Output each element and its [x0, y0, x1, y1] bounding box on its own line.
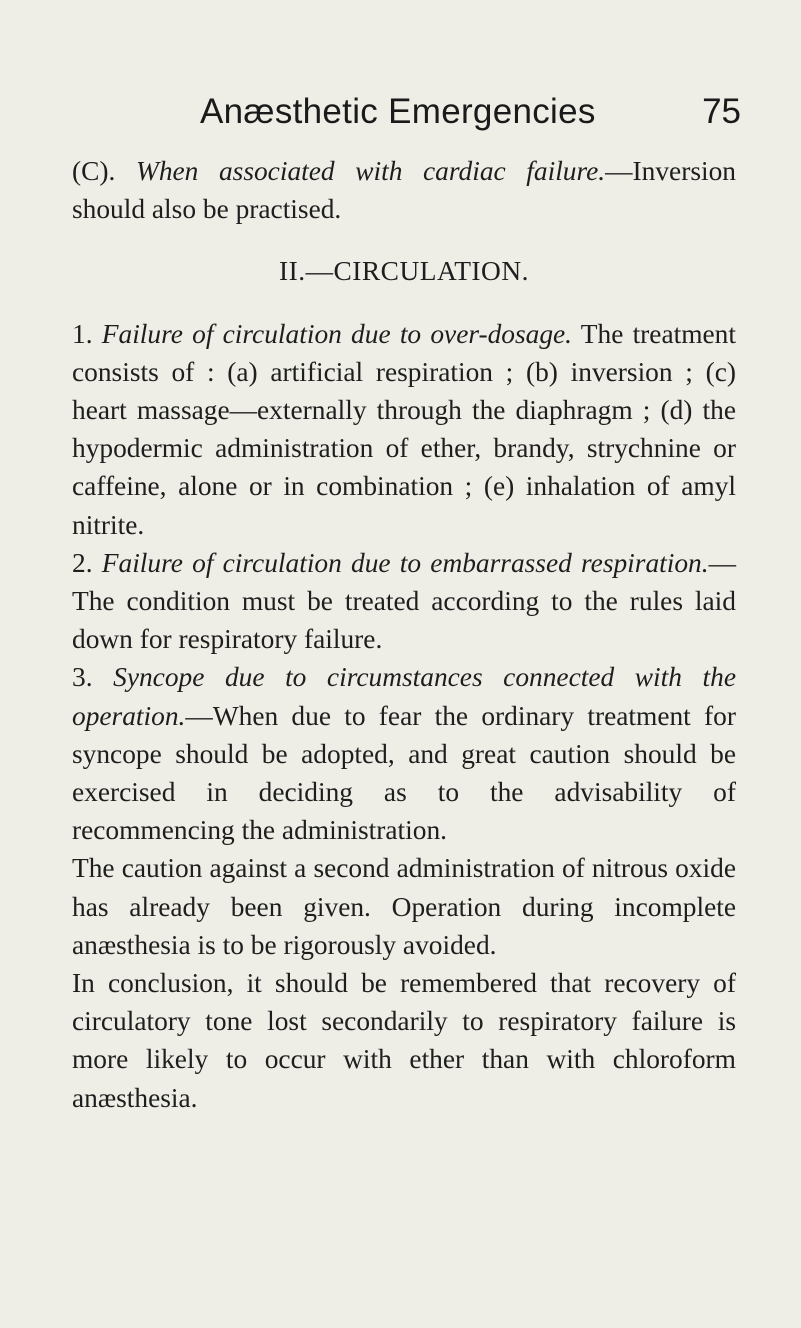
c-text: —Inversion should also be practised.	[72, 156, 736, 225]
item3-heading: Syncope due to circumstances connected with the operation.	[72, 662, 736, 731]
item3-number: 3.	[72, 662, 93, 693]
c-heading: When associated with cardiac failure.	[136, 156, 606, 186]
item1-number: 1.	[72, 318, 93, 349]
item2-number: 2.	[72, 547, 93, 578]
item2-text: —The condition must be treated according to the rules laid down for respiratory failure.	[72, 547, 736, 655]
paragraph-item-1	[72, 315, 736, 544]
item1-text: The treatment consists of : (a) artificial respiration ; (b) inversion ; (c) heart massage—externally through the diaphragm ; (d) the hypodermic administration of ether, brandy, strychnine or caffeine, alone or in combination ; (e) inhalation of amyl nitrite.	[72, 318, 736, 540]
item3-text: —When due to fear the ordinary treatment for syncope should be adopted, and great caution should be exercised in deciding as to the advisability of recommencing the administration.	[72, 700, 736, 846]
page-number: 75	[702, 92, 741, 131]
page-header	[0, 92, 801, 142]
paragraph-c	[72, 152, 736, 228]
body-text	[72, 152, 736, 1117]
paragraph-caution: The caution against a second administration of nitrous oxide has already been given. Operation during incomplete anæsthesia is to be rigorously avoided.	[72, 853, 736, 960]
paragraph-item-2	[72, 544, 736, 659]
paragraph-item-3	[72, 658, 736, 849]
item2-heading: Failure of circulation due to embarrassed respiration.	[101, 547, 709, 578]
running-head: Anæsthetic Emergencies	[200, 92, 596, 131]
paragraph-conclusion: In conclusion, it should be remembered that recovery of circulatory tone lost secondarily to respiratory failure is more likely to occur with ether than with chloroform anæsthesia.	[72, 968, 736, 1113]
c-marker: (C).	[72, 156, 116, 186]
section-heading: II.—CIRCULATION.	[279, 256, 529, 287]
item1-heading: Failure of circulation due to over-dosage.	[101, 318, 573, 349]
